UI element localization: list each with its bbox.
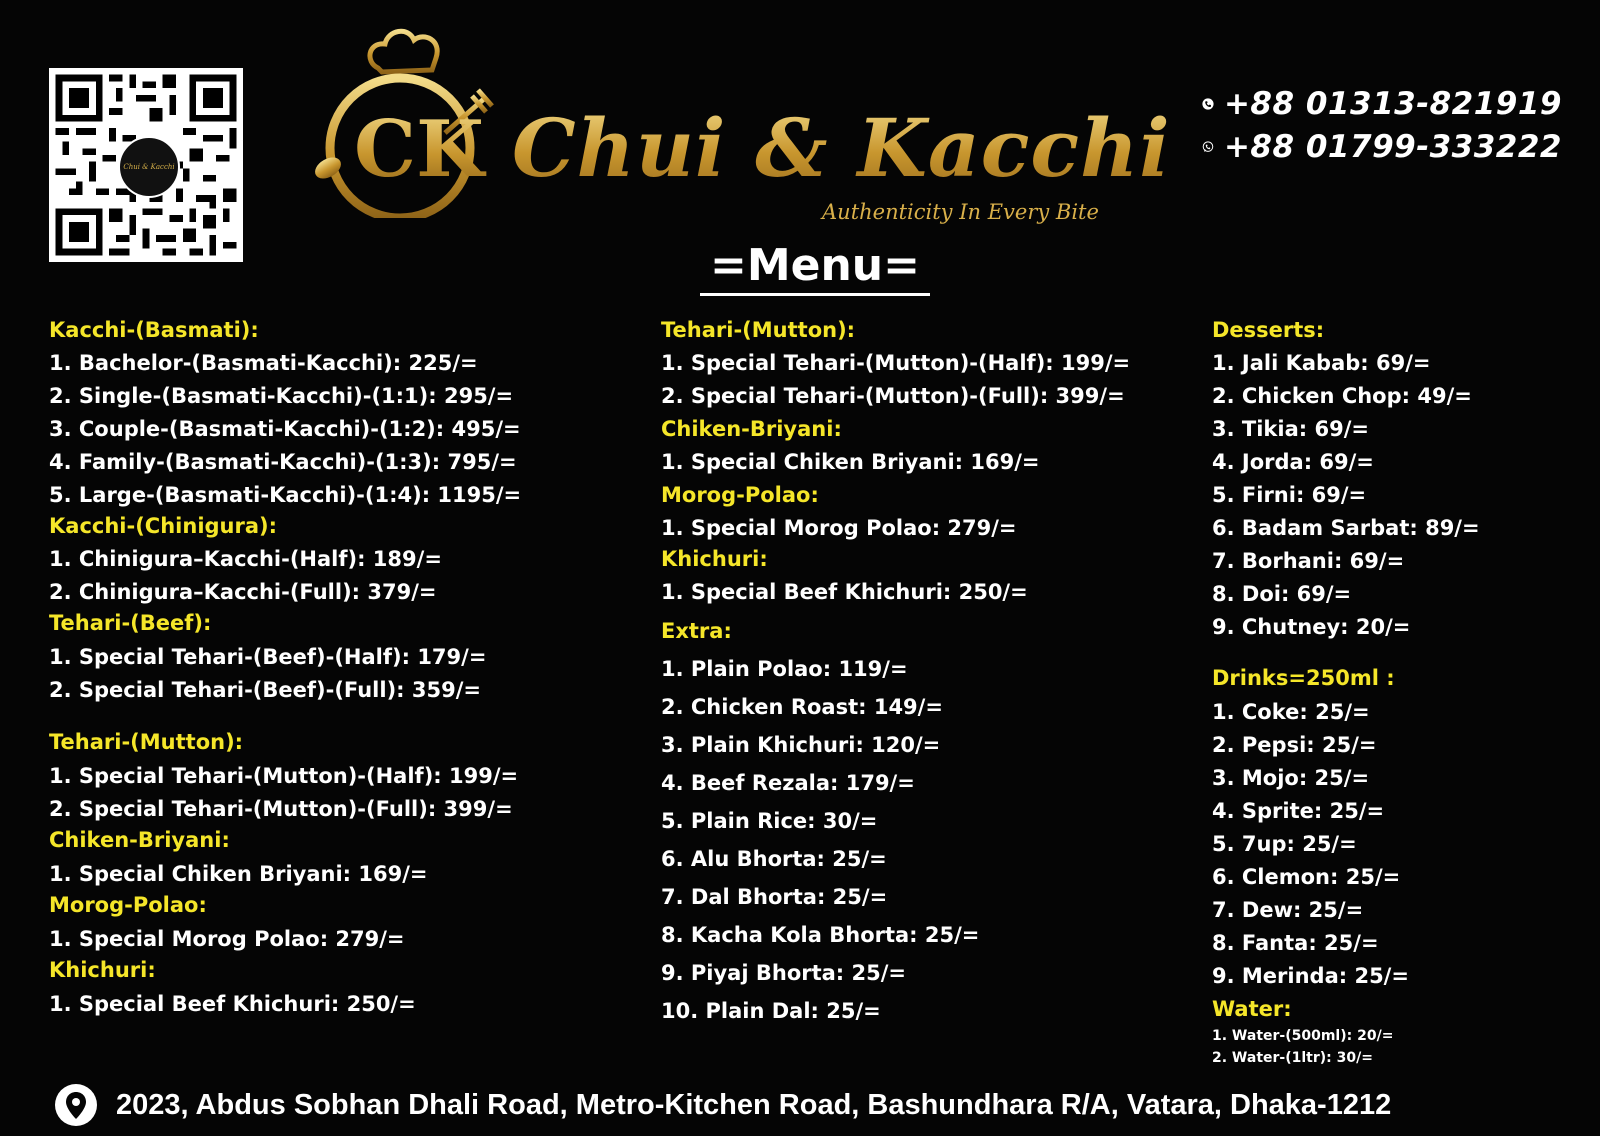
menu-item: 1. Chinigura–Kacchi-(Half): 189/= bbox=[49, 547, 442, 571]
section-heading-chiken-briyani: Chiken-Briyani: bbox=[49, 828, 230, 852]
menu-item: 4. Jorda: 69/= bbox=[1212, 450, 1374, 474]
menu-item: 9. Chutney: 20/= bbox=[1212, 615, 1411, 639]
menu-item: 1. Plain Polao: 119/= bbox=[661, 657, 908, 681]
section-heading-morog-polao: Morog-Polao: bbox=[49, 893, 207, 917]
menu-item: 1. Special Tehari-(Beef)-(Half): 179/= bbox=[49, 645, 487, 669]
phone-contact[interactable] bbox=[1202, 84, 1562, 124]
qr-logo-text: Chui & Kacchi bbox=[123, 163, 175, 171]
menu-item: 2. Water-(1ltr): 30/= bbox=[1212, 1050, 1373, 1066]
menu-item: 3. Mojo: 25/= bbox=[1212, 766, 1370, 790]
menu-item: 5. Large-(Basmati-Kacchi)-(1:4): 1195/= bbox=[49, 483, 522, 507]
menu-item: 1. Bachelor-(Basmati-Kacchi): 225/= bbox=[49, 351, 478, 375]
section-heading-tehari-beef: Tehari-(Beef): bbox=[49, 611, 212, 635]
address-text: 2023, Abdus Sobhan Dhali Road, Metro-Kitchen Road, Bashundhara R/A, Vatara, Dhaka-1212 bbox=[116, 1088, 1392, 1121]
menu-item: 7. Borhani: 69/= bbox=[1212, 549, 1405, 573]
menu-item: 6. Badam Sarbat: 89/= bbox=[1212, 516, 1480, 540]
svg-text:CK: CK bbox=[354, 104, 484, 195]
chef-hat-logo-icon bbox=[310, 18, 500, 218]
menu-item: 1. Special Tehari-(Mutton)-(Half): 199/= bbox=[49, 764, 519, 788]
menu-item: 4. Sprite: 25/= bbox=[1212, 799, 1385, 823]
menu-item: 7. Dal Bhorta: 25/= bbox=[661, 885, 888, 909]
menu-item: 2. Pepsi: 25/= bbox=[1212, 733, 1377, 757]
menu-item: 2. Chicken Roast: 149/= bbox=[661, 695, 943, 719]
menu-item: 2. Special Tehari-(Beef)-(Full): 359/= bbox=[49, 678, 481, 702]
brand-name: Chui & Kacchi bbox=[512, 98, 1172, 198]
location-pin-icon bbox=[54, 1083, 98, 1127]
menu-item: 1. Coke: 25/= bbox=[1212, 700, 1370, 724]
menu-item: 2. Special Tehari-(Mutton)-(Full): 399/= bbox=[49, 797, 513, 821]
menu-item: 2. Special Tehari-(Mutton)-(Full): 399/= bbox=[661, 384, 1125, 408]
menu-item: 1. Jali Kabab: 69/= bbox=[1212, 351, 1431, 375]
menu-item: 1. Special Beef Khichuri: 250/= bbox=[661, 580, 1028, 604]
whatsapp-number: +88 01799-333222 bbox=[1223, 129, 1562, 165]
phone-number: +88 01313-821919 bbox=[1223, 86, 1562, 122]
menu-item: 8. Kacha Kola Bhorta: 25/= bbox=[661, 923, 980, 947]
section-heading-chiken-briyani: Chiken-Briyani: bbox=[661, 417, 842, 441]
menu-item: 3. Couple-(Basmati-Kacchi)-(1:2): 495/= bbox=[49, 417, 521, 441]
menu-item: 8. Doi: 69/= bbox=[1212, 582, 1352, 606]
menu-item: 1. Special Chiken Briyani: 169/= bbox=[49, 862, 428, 886]
menu-item: 2. Single-(Basmati-Kacchi)-(1:1): 295/= bbox=[49, 384, 514, 408]
menu-item: 1. Special Morog Polao: 279/= bbox=[661, 516, 1017, 540]
address-row[interactable] bbox=[54, 1082, 1574, 1128]
menu-item: 5. 7up: 25/= bbox=[1212, 832, 1357, 856]
menu-item: 3. Plain Khichuri: 120/= bbox=[661, 733, 941, 757]
section-heading-tehari-mutton: Tehari-(Mutton): bbox=[661, 318, 856, 342]
menu-item: 5. Firni: 69/= bbox=[1212, 483, 1367, 507]
phone-icon bbox=[1202, 89, 1214, 119]
section-heading-morog-polao: Morog-Polao: bbox=[661, 483, 819, 507]
section-heading-water: Water: bbox=[1212, 997, 1292, 1021]
section-heading-kacchi-basmati: Kacchi-(Basmati): bbox=[49, 318, 259, 342]
section-heading-kacchi-chinigura: Kacchi-(Chinigura): bbox=[49, 514, 278, 538]
menu-item: 1. Special Beef Khichuri: 250/= bbox=[49, 992, 416, 1016]
menu-item: 3. Tikia: 69/= bbox=[1212, 417, 1369, 441]
menu-item: 1. Special Tehari-(Mutton)-(Half): 199/= bbox=[661, 351, 1131, 375]
menu-item: 5. Plain Rice: 30/= bbox=[661, 809, 878, 833]
menu-title: =Menu= bbox=[700, 240, 930, 296]
menu-item: 8. Fanta: 25/= bbox=[1212, 931, 1379, 955]
menu-item: 1. Special Morog Polao: 279/= bbox=[49, 927, 405, 951]
section-heading-khichuri: Khichuri: bbox=[661, 547, 768, 571]
menu-item: 9. Piyaj Bhorta: 25/= bbox=[661, 961, 907, 985]
menu-item: 6. Alu Bhorta: 25/= bbox=[661, 847, 887, 871]
whatsapp-icon bbox=[1202, 132, 1214, 162]
section-heading-desserts: Desserts: bbox=[1212, 318, 1325, 342]
brand-tagline: Authenticity In Every Bite bbox=[822, 200, 1099, 224]
menu-item: 4. Family-(Basmati-Kacchi)-(1:3): 795/= bbox=[49, 450, 517, 474]
section-heading-drinks: Drinks=250ml : bbox=[1212, 666, 1395, 690]
menu-item: 1. Special Chiken Briyani: 169/= bbox=[661, 450, 1040, 474]
menu-item: 9. Merinda: 25/= bbox=[1212, 964, 1409, 988]
menu-item: 2. Chicken Chop: 49/= bbox=[1212, 384, 1472, 408]
section-heading-khichuri: Khichuri: bbox=[49, 958, 156, 982]
menu-item: 10. Plain Dal: 25/= bbox=[661, 999, 881, 1023]
section-heading-extra: Extra: bbox=[661, 619, 732, 643]
section-heading-tehari-mutton: Tehari-(Mutton): bbox=[49, 730, 244, 754]
menu-item: 1. Water-(500ml): 20/= bbox=[1212, 1028, 1394, 1044]
whatsapp-contact[interactable] bbox=[1202, 127, 1562, 167]
menu-item: 6. Clemon: 25/= bbox=[1212, 865, 1401, 889]
qr-center-logo bbox=[118, 136, 180, 198]
menu-item: 2. Chinigura–Kacchi-(Full): 379/= bbox=[49, 580, 437, 604]
menu-item: 7. Dew: 25/= bbox=[1212, 898, 1364, 922]
menu-item: 4. Beef Rezala: 179/= bbox=[661, 771, 915, 795]
